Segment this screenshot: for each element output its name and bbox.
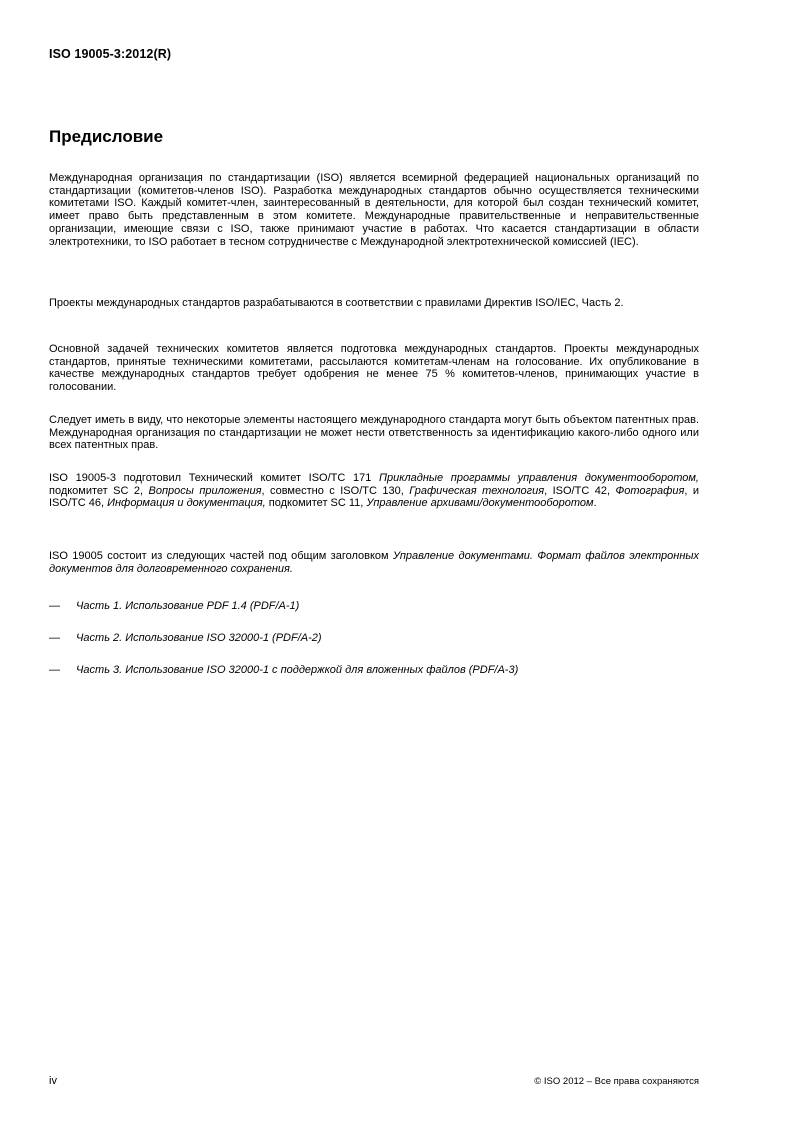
p5-italic-6: Управление архивами/документооборотом <box>366 497 594 510</box>
p5-italic-3: Графическая технология <box>409 484 545 497</box>
p5-text-1: ISO 19005-3 подготовил Технический комитет ISO/TC 171 <box>49 472 380 484</box>
document-code: ISO 19005-3:2012(R) <box>49 47 172 61</box>
list-item-text: Часть 3. Использование ISO 32000-1 с поддержкой для вложенных файлов (PDF/A-3) <box>76 664 519 676</box>
foreword-paragraph-6 <box>49 550 703 575</box>
page-number: iv <box>49 1075 57 1087</box>
parts-list-item <box>49 664 729 677</box>
p5-italic-1: Прикладные программы управления документооборотом, <box>379 472 699 484</box>
p5-text-4: , ISO/TC 42, <box>544 484 616 497</box>
list-item-text: Часть 2. Использование ISO 32000-1 (PDF/A-2) <box>76 632 322 644</box>
list-dash: — <box>49 632 60 644</box>
p5-text-7: . <box>593 497 597 510</box>
list-item-text: Часть 1. Использование PDF 1.4 (PDF/A-1) <box>76 600 300 612</box>
parts-list-item <box>49 632 729 645</box>
foreword-paragraph-1: Международная организация по стандартизации (ISO) является всемирной федерацией национальных организаций по стандартизации (комитетов-членов ISO). Разработка международных стандартов обычно осуществляется техническими комитетами ISO. Каждый комитет-член, заинтересованный в деятельности, для которой был создан технический комитет, имеет право быть представленным в этом комитете. Международные правительственные и неправительственные организации, имеющие связи с ISO, также принимают участие в работах. Что касается стандартизации в области электротехники, то ISO работает в тесном сотрудничестве с Международной электротехнической комиссией (IEC). <box>49 172 699 248</box>
p5-text-5: , и ISO/TC 46, <box>49 484 703 510</box>
p5-text-6: подкомитет SC 11, <box>265 497 367 510</box>
page-title: Предисловие <box>49 127 164 146</box>
foreword-paragraph-5 <box>49 472 703 510</box>
p5-text-3: , совместно с ISO/TC 130, <box>261 484 410 497</box>
p6-italic-1: Управление документами. Формат файлов электронных документов для долговременного сохранения. <box>49 550 703 575</box>
copyright-notice: © ISO 2012 – Все права сохраняются <box>534 1076 699 1087</box>
foreword-paragraph-2: Проекты международных стандартов разрабатываются в соответствии с правилами Директив ISO/IEC, Часть 2. <box>49 297 624 309</box>
p5-text-2: подкомитет SC 2, <box>49 472 703 497</box>
p5-italic-5: Информация и документация, <box>107 497 266 510</box>
foreword-paragraph-4: Следует иметь в виду, что некоторые элементы настоящего международного стандарта могут быть объектом патентных прав. Международная организация по стандартизации не может нести ответственность за идентификацию какого-либо одного или всех патентных прав. <box>49 414 699 452</box>
foreword-paragraph-3: Основной задачей технических комитетов является подготовка международных стандартов. Проекты международных стандартов, принятые техническими комитетами, рассылаются комитетам-членам на голосование. Их опубликование в качестве международных стандартов требует одобрения не менее 75 % комитетов-членов, принимающих участие в голосовании. <box>49 343 699 394</box>
parts-list-item <box>49 600 729 613</box>
p5-italic-2: Вопросы приложения <box>148 484 262 497</box>
list-dash: — <box>49 664 60 676</box>
list-dash: — <box>49 600 60 612</box>
p5-italic-4: Фотография <box>615 484 685 497</box>
p6-text-1: ISO 19005 состоит из следующих частей под общим заголовком <box>49 550 393 562</box>
